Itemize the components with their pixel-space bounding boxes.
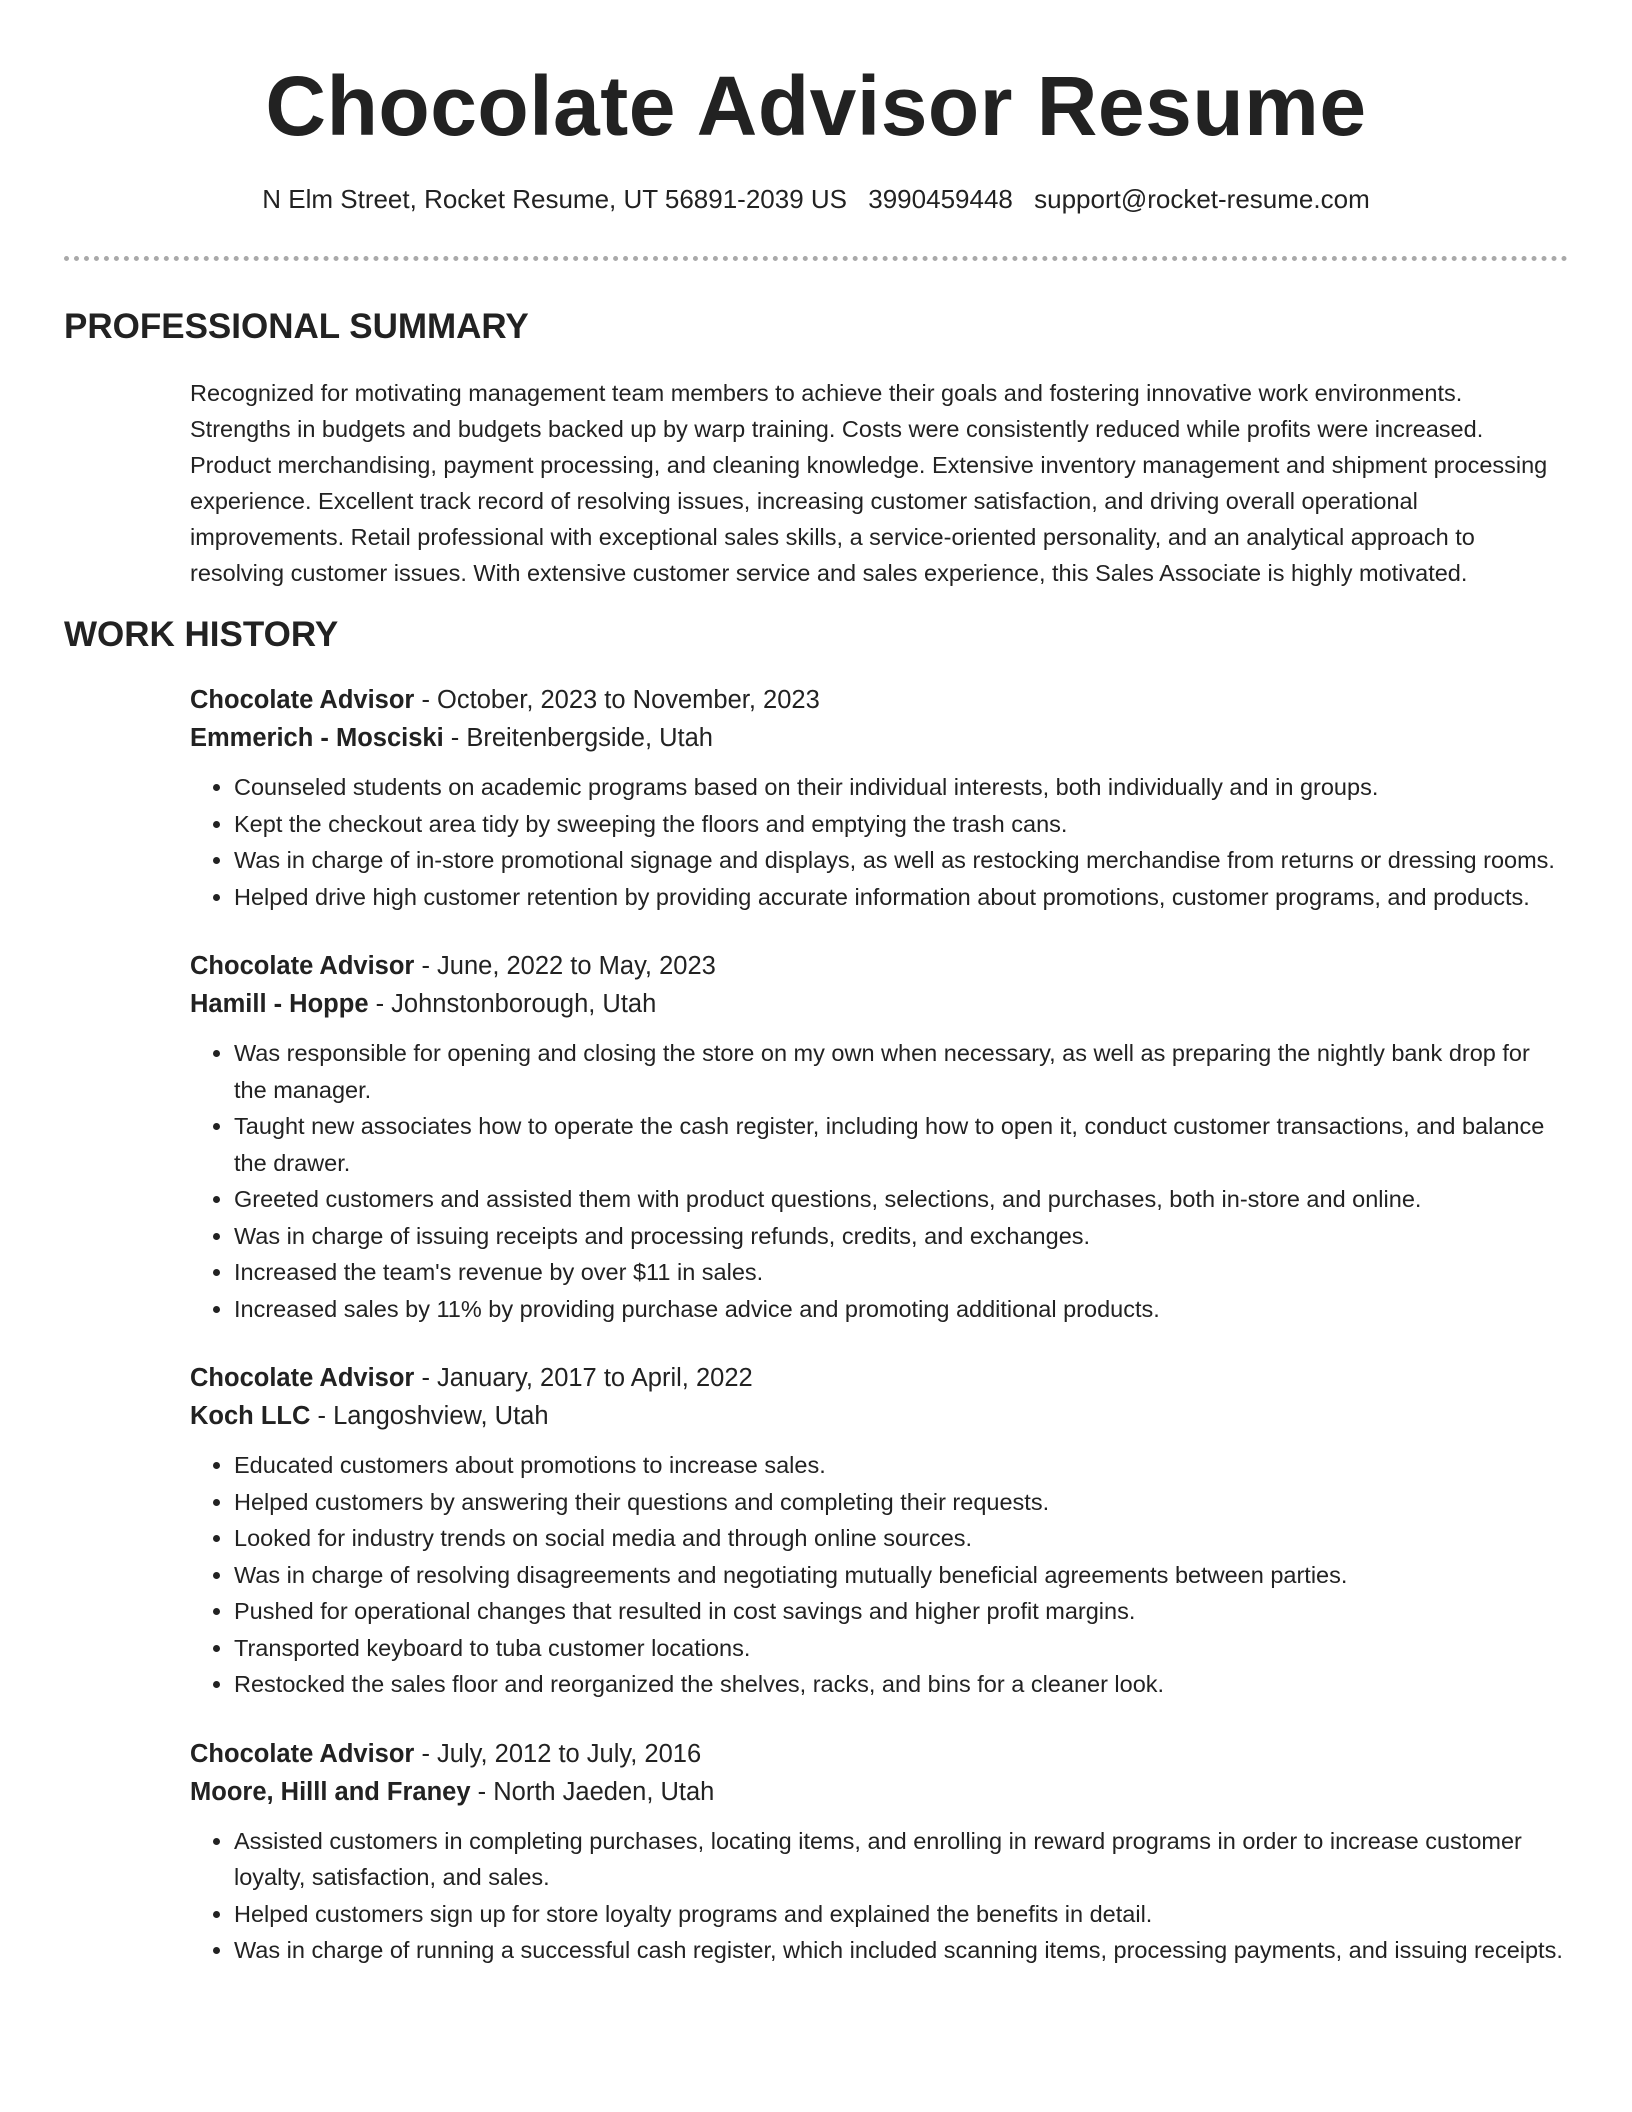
job-bullet: • Greeted customers and assisted them with product questions, selections, and purchases, both in-store and online. bbox=[234, 1181, 1568, 1218]
summary-text: Recognized for motivating management team members to achieve their goals and fostering innovative work environments. Strengths in budgets and budgets backed up by warp training. Costs were consistently reduced while profits were increased. Product merchandising, payment processing, and cleaning knowledge. Extensive inventory management and shipment processing experience. Excellent track record of resolving issues, increasing customer satisfaction, and driving overall operational improvements. Retail professional with exceptional sales skills, a service-oriented personality, and an analytical approach to resolving customer issues. With extensive customer service and sales experience, this Sales Associate is highly motivated. bbox=[190, 380, 1548, 586]
job-title-line bbox=[190, 1359, 1568, 1397]
job-entry bbox=[190, 947, 1568, 1327]
work-history-section bbox=[190, 681, 1568, 1969]
job-bullets bbox=[190, 769, 1568, 915]
summary-heading: PROFESSIONAL SUMMARY bbox=[64, 307, 529, 346]
job-title: Chocolate Advisor bbox=[190, 952, 415, 980]
job-location: - North Jaeden, Utah bbox=[470, 1777, 715, 1806]
job-bullet: • Transported keyboard to tuba customer locations. bbox=[234, 1630, 1568, 1667]
job-bullet: • Restocked the sales floor and reorganized the shelves, racks, and bins for a cleaner look. bbox=[234, 1666, 1568, 1703]
job-bullet: • Kept the checkout area tidy by sweeping the floors and emptying the trash cans. bbox=[234, 806, 1568, 843]
job-bullet: • Looked for industry trends on social media and through online sources. bbox=[234, 1520, 1568, 1557]
job-bullets bbox=[190, 1035, 1568, 1327]
job-entry bbox=[190, 1735, 1568, 1969]
resume-page bbox=[64, 0, 1568, 1969]
job-company-line bbox=[190, 1397, 1568, 1435]
job-bullet: • Taught new associates how to operate the cash register, including how to open it, conduct customer transactions, and balance the drawer. bbox=[234, 1108, 1568, 1181]
job-title: Chocolate Advisor bbox=[190, 686, 415, 714]
header-divider bbox=[64, 256, 1568, 261]
job-bullets bbox=[190, 1823, 1568, 1969]
job-bullet: • Was in charge of in-store promotional signage and displays, as well as restocking merchandise from returns or dressing rooms. bbox=[234, 842, 1568, 879]
job-title: Chocolate Advisor bbox=[190, 1364, 415, 1392]
job-bullet: • Was in charge of issuing receipts and processing refunds, credits, and exchanges. bbox=[234, 1218, 1568, 1255]
job-title-line bbox=[190, 681, 1568, 719]
job-company: Koch LLC bbox=[190, 1402, 311, 1430]
job-bullet: • Educated customers about promotions to increase sales. bbox=[234, 1447, 1568, 1484]
job-location: - Langoshview, Utah bbox=[310, 1402, 549, 1430]
job-company-line bbox=[190, 719, 1568, 757]
job-location: - Breitenbergside, Utah bbox=[443, 724, 713, 752]
job-company-line bbox=[190, 1773, 1568, 1811]
job-bullet: • Pushed for operational changes that resulted in cost savings and higher profit margins. bbox=[234, 1593, 1568, 1630]
job-bullet: • Helped customers sign up for store loyalty programs and explained the benefits in detail. bbox=[234, 1896, 1568, 1933]
job-dates: - July, 2012 to July, 2016 bbox=[414, 1739, 702, 1768]
job-bullet: • Was responsible for opening and closing the store on my own when necessary, as well as preparing the nightly bank drop for the manager. bbox=[234, 1035, 1568, 1108]
resume-title: Chocolate Advisor Resume bbox=[265, 59, 1367, 153]
job-company: Emmerich - Mosciski bbox=[190, 724, 444, 752]
job-location: - Johnstonborough, Utah bbox=[368, 990, 657, 1018]
job-entry bbox=[190, 681, 1568, 915]
job-bullet: • Increased the team's revenue by over $11 in sales. bbox=[234, 1254, 1568, 1291]
job-dates: - January, 2017 to April, 2022 bbox=[414, 1364, 753, 1392]
job-bullet: • Increased sales by 11% by providing purchase advice and promoting additional products. bbox=[234, 1291, 1568, 1328]
summary-section bbox=[190, 375, 1568, 591]
job-entry bbox=[190, 1359, 1568, 1703]
contact-email: support@rocket-resume.com bbox=[1034, 184, 1370, 214]
job-title-line bbox=[190, 947, 1568, 985]
job-bullet: • Helped drive high customer retention by providing accurate information about promotions, customer programs, and products. bbox=[234, 879, 1568, 916]
job-bullets bbox=[190, 1447, 1568, 1703]
job-bullet: • Counseled students on academic programs based on their individual interests, both individually and in groups. bbox=[234, 769, 1568, 806]
job-company: Moore, Hilll and Franey bbox=[190, 1777, 471, 1806]
job-bullet: • Helped customers by answering their questions and completing their requests. bbox=[234, 1484, 1568, 1521]
job-company-line bbox=[190, 985, 1568, 1023]
job-bullet: • Was in charge of running a successful cash register, which included scanning items, processing payments, and issuing receipts. bbox=[234, 1932, 1568, 1969]
contact-phone: 3990459448 bbox=[868, 184, 1013, 214]
job-company: Hamill - Hoppe bbox=[190, 990, 369, 1018]
job-bullet: • Was in charge of resolving disagreements and negotiating mutually beneficial agreements between parties. bbox=[234, 1557, 1568, 1594]
job-title-line bbox=[190, 1735, 1568, 1773]
contact-address: N Elm Street, Rocket Resume, UT 56891-2039 US bbox=[262, 184, 848, 214]
job-title: Chocolate Advisor bbox=[190, 1739, 415, 1768]
work-history-heading: WORK HISTORY bbox=[64, 615, 339, 654]
contact-line bbox=[64, 182, 1568, 216]
job-dates: - June, 2022 to May, 2023 bbox=[414, 952, 716, 980]
job-dates: - October, 2023 to November, 2023 bbox=[414, 686, 820, 714]
job-bullet: • Assisted customers in completing purchases, locating items, and enrolling in reward programs in order to increase customer loyalty, satisfaction, and sales. bbox=[234, 1823, 1568, 1896]
